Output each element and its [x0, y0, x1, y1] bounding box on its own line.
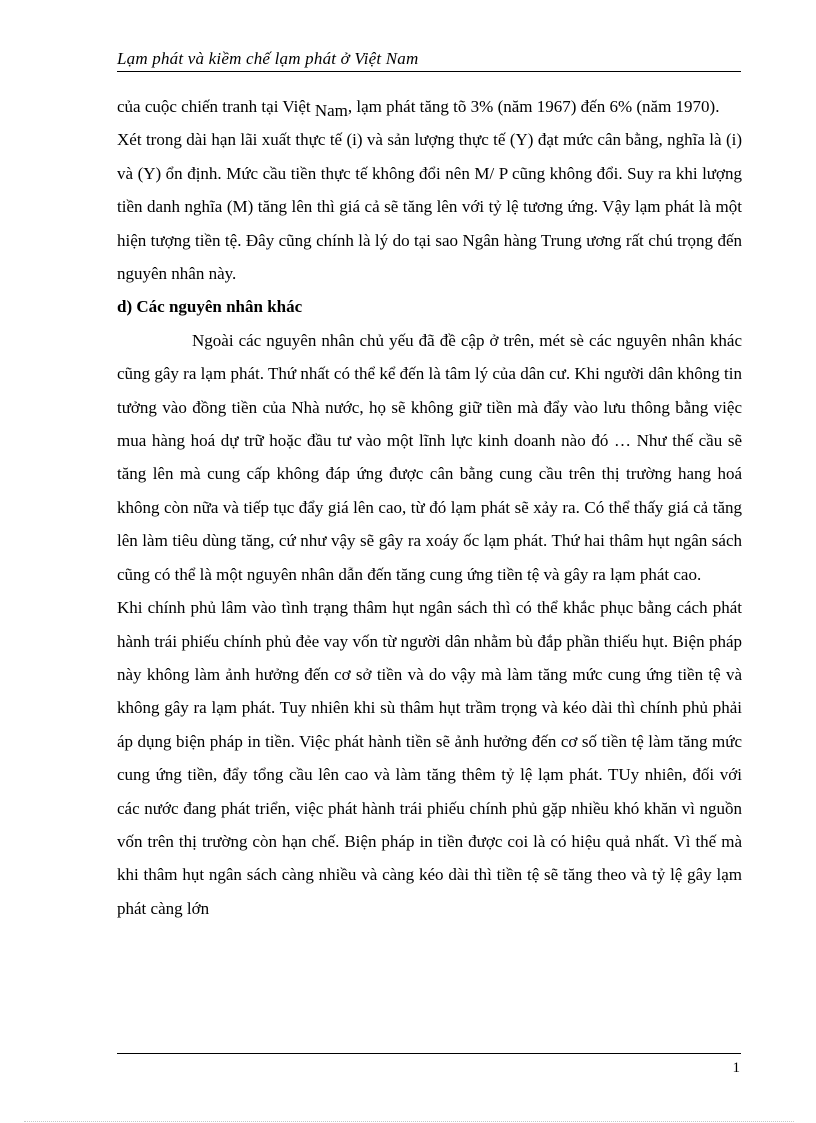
- paragraph-continuation: [117, 90, 742, 123]
- paragraph-continuation-end: , lạm phát tăng tõ 3% (năm 1967) đến 6% (năm 1970).: [347, 97, 720, 116]
- section-heading-other-causes: d) Các nguyên nhân khác: [117, 297, 303, 317]
- paragraph-long-run: Xét trong dài hạn lãi xuất thực tế (i) và sản lượng thực tế (Y) đạt mức cân bằng, nghĩa là (i) và (Y) ổn định. Mức cầu tiền thực tế không đổi nên M/ P cũng không đổi. Suy ra khi lượng tiền danh nghĩa (M) tăng lên thì giá cả sẽ tăng lên với tỷ lệ tương ứng. Vậy lạm phát là một hiện tượng tiền tệ. Đây cũng chính là lý do tại sao Ngân hàng Trung ương rất chú trọng đến nguyên nhân này.: [117, 130, 742, 284]
- header-rule: [117, 71, 741, 72]
- paragraph-other-causes: Ngoài các nguyên nhân chủ yếu đã đề cập ở trên, mét sè các nguyên nhân khác cũng gây ra lạm phát. Thứ nhất có thể kể đến là tâm lý của dân cư. Khi người dân không tin tưởng vào đồng tiền của Nhà nước, họ sẽ không giữ tiền mà đẩy vào lưu thông bằng việc mua hàng hoá dự trữ hoặc đầu tư vào một lĩnh lực kinh doanh nào đó … Như thế cầu sẽ tăng lên mà cung cấp không đáp ứng được cân bằng cung cầu trên thị trường hang hoá không còn nữa và tiếp tục đẩy giá lên cao, từ đó lạm phát sẽ xảy ra. Có thể thấy giá cả tăng lên làm tiêu dùng tăng, cứ như vậy sẽ gây ra xoáy ốc lạm phát. Thứ hai thâm hụt ngân sách cũng có thể là một nguyên nhân dẫn đến tăng cung ứng tiền tệ và gây ra lạm phát cao.: [117, 330, 742, 584]
- running-header-title: Lạm phát và kiềm chế lạm phát ở Việt Nam: [117, 49, 419, 68]
- footer-rule: [117, 1053, 741, 1054]
- paragraph-continuation-lowered-word: Nam: [314, 101, 348, 120]
- page-number: 1: [732, 1060, 740, 1076]
- paragraph-continuation-start: của cuộc chiến tranh tại Việt: [117, 97, 315, 116]
- page-edge-line: [24, 1121, 794, 1122]
- body-text: [117, 90, 742, 925]
- paragraph-budget-deficit: Khi chính phủ lâm vào tình trạng thâm hụt ngân sách thì có thể khắc phục bằng cách phát hành trái phiếu chính phủ đẻe vay vốn từ người dân nhằm bù đắp phần thiếu hụt. Biện pháp này không làm ảnh hưởng đến cơ sở tiền và do vậy mà làm tăng mức cung ứng tiền tệ và không gây ra lạm phát. Tuy nhiên khi sù thâm hụt trầm trọng và kéo dài thì chính phủ phải áp dụng biện pháp in tiền. Việc phát hành tiền sẽ ảnh hưởng đến cơ số tiền tệ làm tăng mức cung ứng tiền, đẩy tổng cầu lên cao và làm tăng thêm tỷ lệ lạm phát. TUy nhiên, đối với các nước đang phát triển, việc phát hành trái phiếu chính phủ gặp nhiều khó khăn vì nguồn vốn trên thị trường còn hạn chế. Biện pháp in tiền được coi là có hiệu quả nhất. Vì thế mà khi thâm hụt ngân sách càng nhiều và càng kéo dài thì tiền tệ sẽ tăng theo và tỷ lệ gây lạm phát càng lớn: [117, 598, 742, 918]
